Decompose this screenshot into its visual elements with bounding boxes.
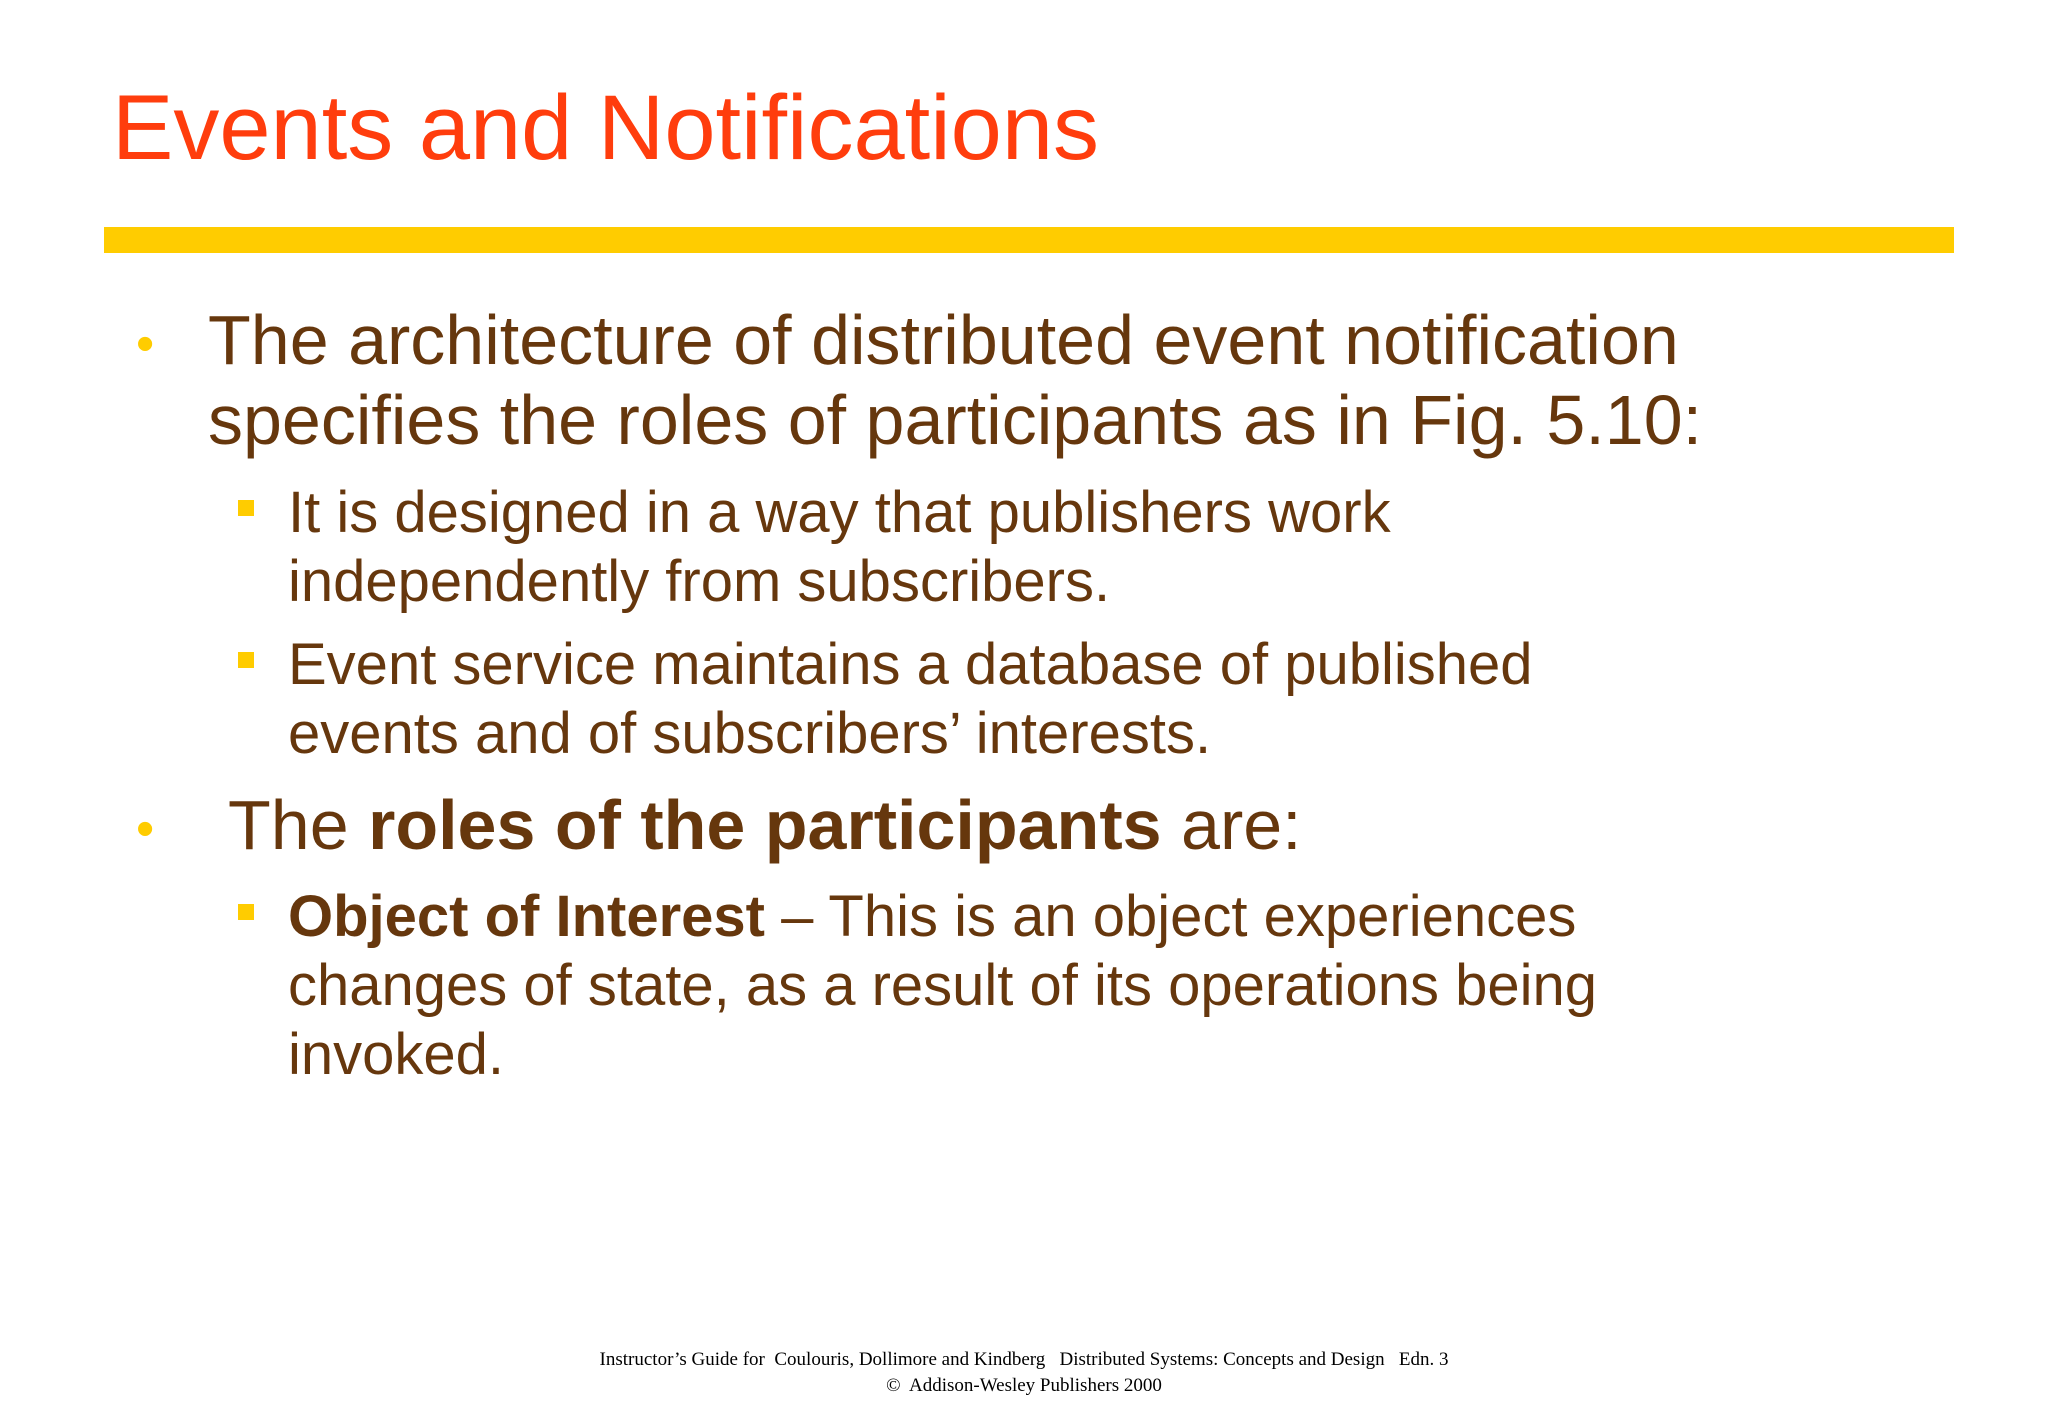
sub-bullet-text-line: changes of state, as a result of its operations being (288, 953, 1598, 1018)
roles-suffix: are: (1161, 786, 1302, 864)
bullet-roles (136, 785, 1836, 875)
bullet-text-line: specifies the roles of participants as in Fig. 5.10: (208, 381, 1703, 459)
sub-bullet-text-line: It is designed in a way that publishers work (288, 480, 1391, 545)
bullet-dot-icon: • (136, 315, 155, 373)
sub-bullet-publishers (238, 478, 1838, 618)
roles-prefix: The (228, 786, 369, 864)
slide-footer (0, 1347, 2048, 1399)
title-divider (104, 227, 1954, 253)
square-bullet-icon (238, 904, 254, 920)
square-bullet-icon (238, 652, 254, 668)
sub-bullet-text-line (288, 882, 1576, 951)
sub-bullet-event-service (238, 630, 1838, 770)
sub-bullet-text-line: independently from subscribers. (288, 549, 1111, 614)
square-bullet-icon (238, 500, 254, 516)
term-object-of-interest: Object of Interest (288, 884, 765, 949)
footer-copyright: © Addison-Wesley Publishers 2000 (886, 1375, 1162, 1396)
bullet-text-line (228, 785, 1302, 865)
bullet-text-line: The architecture of distributed event notification (208, 301, 1679, 379)
slide-title: Events and Notifications (112, 77, 1099, 179)
sub-bullet-text-line: Event service maintains a database of published (288, 632, 1533, 697)
bullet-dot-icon: • (136, 800, 155, 858)
sub-bullet-object-of-interest (238, 882, 1838, 1092)
bullet-architecture (136, 300, 1836, 470)
sub-bullet-text-line: events and of subscribers’ interests. (288, 701, 1212, 766)
footer-citation: Instructor’s Guide for Coulouris, Dollimore and Kindberg Distributed Systems: Concepts and Design Edn. 3 (599, 1349, 1449, 1370)
sub-bullet-text-line: invoked. (288, 1022, 505, 1087)
roles-emphasis: roles of the participants (368, 786, 1162, 864)
definition-text: – This is an object experiences (764, 884, 1577, 949)
